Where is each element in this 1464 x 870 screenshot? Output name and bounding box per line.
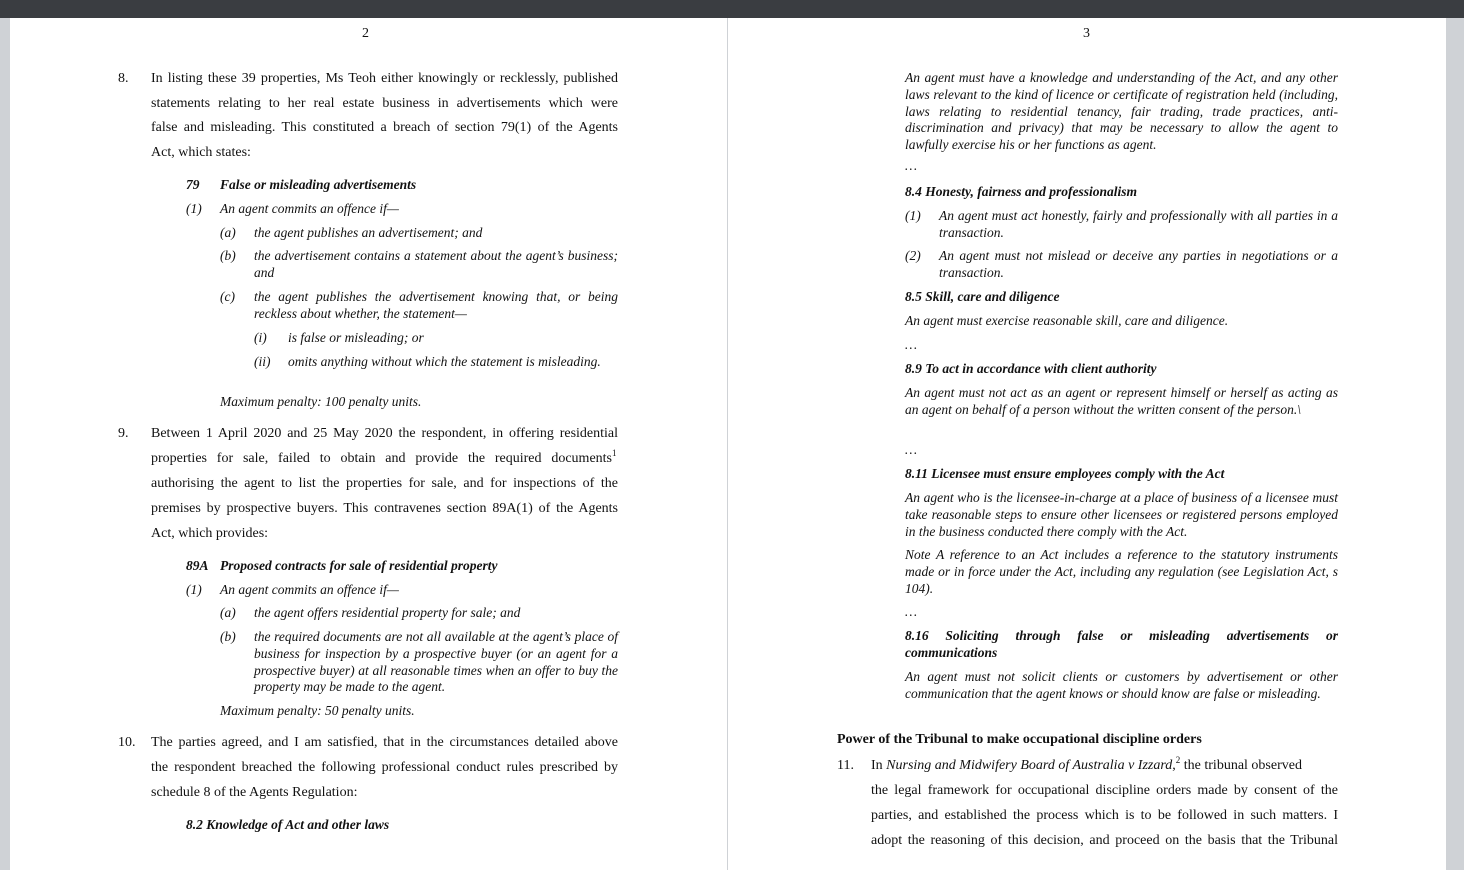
paragraph-9-line-3: authorising the agent to list the properties for sale, and for inspections of the bbox=[151, 476, 618, 491]
rule-8-11-note: Note A reference to an Act includes a reference to the statutory instruments made or in force under the Act, including any regulation (see Legislation Act, s 104). bbox=[905, 547, 1338, 596]
sub-number: (2) bbox=[905, 248, 921, 263]
sub-number: (1) bbox=[905, 208, 921, 223]
paragraph-11-text: In bbox=[871, 758, 887, 773]
item-letter: (c) bbox=[220, 289, 235, 304]
rule-8-4-heading: 8.4 Honesty, fairness and professionalism bbox=[905, 184, 1138, 199]
rule-8-2-text: An agent must have a knowledge and understanding of the Act, and any other laws relevant to the kind of licence or certificate of registration held (including, laws relating to residential tenancy, fair trading, trade practices, anti-discrimination and privacy) that may be necessary to allow the agent to lawfully exercise his or her functions as agent. bbox=[905, 70, 1338, 153]
paragraph-10-line-2: the respondent breached the following professional conduct rules prescribed by bbox=[151, 760, 618, 775]
section-89a-a: the agent offers residential property for sale; and bbox=[254, 605, 521, 620]
ellipsis: … bbox=[905, 337, 918, 352]
ellipsis: … bbox=[905, 604, 918, 619]
rule-8-5-heading: 8.5 Skill, care and diligence bbox=[905, 289, 1060, 304]
section-79-number: 79 bbox=[186, 177, 200, 192]
paragraph-number: 10. bbox=[118, 735, 136, 750]
ellipsis: … bbox=[905, 158, 918, 173]
document-page-2 bbox=[10, 18, 727, 870]
section-89a-heading: Proposed contracts for sale of residential property bbox=[220, 558, 498, 573]
footnote-1-ref[interactable]: 1 bbox=[612, 448, 617, 458]
section-79-heading: False or misleading advertisements bbox=[220, 177, 417, 192]
rule-8-16-heading: 8.16 Soliciting through false or misleading advertisements or communications bbox=[905, 628, 1338, 660]
case-citation: Nursing and Midwifery Board of Australia v Izzard bbox=[886, 758, 1173, 773]
item-letter: (b) bbox=[220, 248, 236, 263]
item-letter: (a) bbox=[220, 225, 236, 240]
paragraph-10-line-3: schedule 8 of the Agents Regulation: bbox=[151, 785, 358, 800]
paragraph-11-line-3: parties, and established the process which is to be followed in such matters. I bbox=[871, 808, 1338, 823]
item-roman: (i) bbox=[254, 330, 267, 345]
paragraph-8-line-3: false and misleading. This constituted a breach of section 79(1) of the Agents bbox=[151, 120, 618, 135]
section-79-penalty: Maximum penalty: 100 penalty units. bbox=[220, 394, 422, 409]
paragraph-9-line-1: Between 1 April 2020 and 25 May 2020 the respondent, in offering residential bbox=[151, 426, 618, 441]
ellipsis: … bbox=[905, 442, 918, 457]
section-79-c: the agent publishes the advertisement knowing that, or being reckless about whether, the statement— bbox=[254, 289, 618, 321]
section-89a-b: the required documents are not all available at the agent’s place of business for inspection by a prospective buyer (or an agent for a prospective buyer) at all reasonable times when an offer to buy the property may be made to the agent. bbox=[254, 629, 618, 695]
paragraph-9-line-5: Act, which provides: bbox=[151, 526, 269, 541]
page-number: 2 bbox=[362, 26, 369, 41]
paragraph-11-comma: , bbox=[1172, 758, 1176, 773]
paragraph-11-line-2: the legal framework for occupational discipline orders made by consent of the bbox=[871, 783, 1338, 798]
section-79-a: the agent publishes an advertisement; and bbox=[254, 225, 483, 240]
paragraph-10-line-1: The parties agreed, and I am satisfied, that in the circumstances detailed above bbox=[151, 735, 618, 750]
document-page-3 bbox=[728, 18, 1446, 870]
paragraph-number: 9. bbox=[118, 426, 129, 441]
paragraph-9-line-4: premises by prospective buyers. This contravenes section 89A(1) of the Agents bbox=[151, 501, 618, 516]
paragraph-8-line-1: In listing these 39 properties, Ms Teoh either knowingly or recklessly, published bbox=[151, 71, 618, 86]
section-89a-penalty: Maximum penalty: 50 penalty units. bbox=[220, 703, 415, 718]
section-79-sub-1: An agent commits an offence if— bbox=[220, 201, 399, 216]
section-79-c-i: is false or misleading; or bbox=[288, 330, 424, 345]
paragraph-9-line-2-text: properties for sale, failed to obtain and provide the required documents bbox=[151, 451, 612, 466]
paragraph-number: 11. bbox=[837, 758, 854, 773]
section-89a-number: 89A bbox=[186, 558, 209, 573]
item-letter: (b) bbox=[220, 629, 236, 644]
rule-8-2-heading: 8.2 Knowledge of Act and other laws bbox=[186, 817, 390, 832]
section-79-c-ii: omits anything without which the statement is misleading. bbox=[288, 354, 601, 369]
paragraph-8-line-4: Act, which states: bbox=[151, 145, 251, 160]
section-79-b: the advertisement contains a statement about the agent’s business; and bbox=[254, 248, 618, 280]
page-number: 3 bbox=[1083, 26, 1090, 41]
sub-number: (1) bbox=[186, 582, 202, 597]
rule-8-4-2: An agent must not mislead or deceive any parties in negotiations or a transaction. bbox=[939, 248, 1338, 280]
section-89a-sub-1: An agent commits an offence if— bbox=[220, 582, 399, 597]
rule-8-11-heading: 8.11 Licensee must ensure employees comply with the Act bbox=[905, 466, 1225, 481]
viewer-toolbar bbox=[0, 0, 1464, 18]
rule-8-5-text: An agent must exercise reasonable skill, care and diligence. bbox=[905, 313, 1229, 328]
item-letter: (a) bbox=[220, 605, 236, 620]
rule-8-4-1: An agent must act honestly, fairly and professionally with all parties in a transaction. bbox=[939, 208, 1338, 240]
paragraph-11-line-4: adopt the reasoning of this decision, and proceed on the basis that the Tribunal bbox=[871, 833, 1338, 848]
section-heading: Power of the Tribunal to make occupational discipline orders bbox=[837, 732, 1202, 747]
item-roman: (ii) bbox=[254, 354, 271, 369]
paragraph-8-line-2: statements relating to her real estate business in advertisements which were bbox=[151, 96, 618, 111]
paragraph-number: 8. bbox=[118, 71, 129, 86]
footnote-2-ref[interactable]: 2 bbox=[1175, 755, 1181, 765]
sub-number: (1) bbox=[186, 201, 202, 216]
rule-8-9-text: An agent must not act as an agent or represent himself or herself as acting as an agent on behalf of a person without the written consent of the person.\ bbox=[905, 385, 1338, 417]
rule-8-16-text: An agent must not solicit clients or customers by advertisement or other communication that the agent knows or should know are false or misleading. bbox=[905, 669, 1338, 701]
paragraph-11-text: the tribunal observed bbox=[1180, 758, 1302, 773]
paragraph-11-line-1 bbox=[871, 753, 1338, 778]
rule-8-9-heading: 8.9 To act in accordance with client authority bbox=[905, 361, 1157, 376]
rule-8-11-text: An agent who is the licensee-in-charge at a place of business of a licensee must take reasonable steps to ensure other licensees or registered persons employed in the business conducted there comply with the Act. bbox=[905, 490, 1338, 539]
paragraph-9-line-2 bbox=[151, 446, 618, 471]
